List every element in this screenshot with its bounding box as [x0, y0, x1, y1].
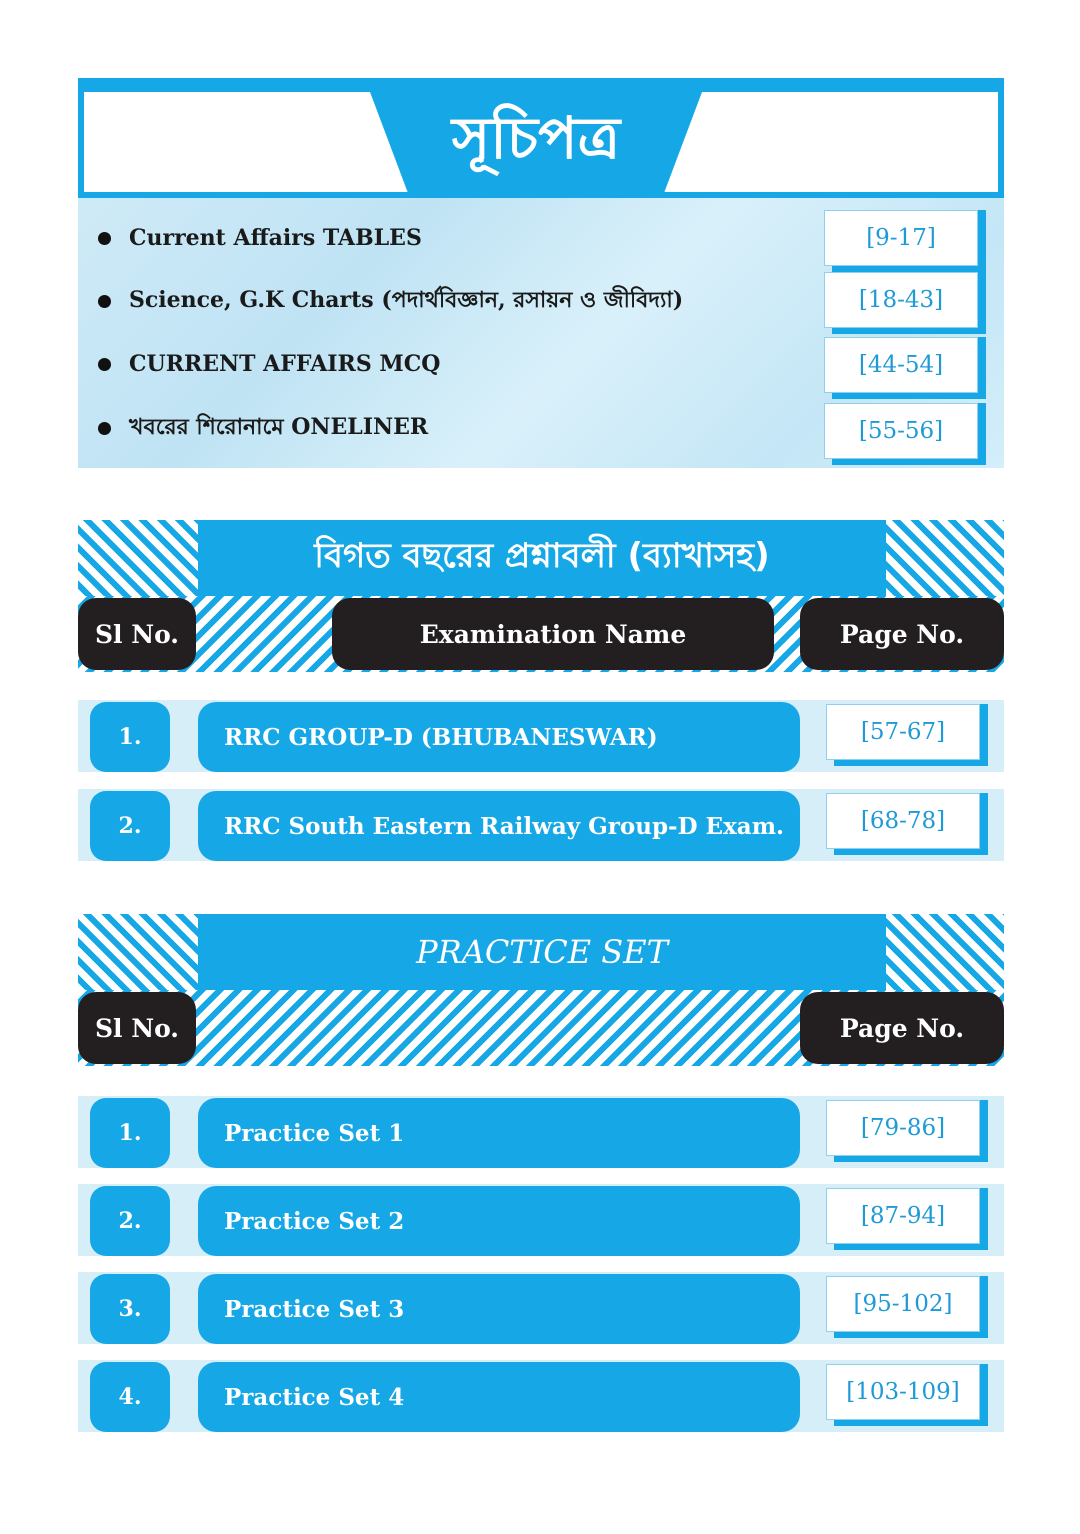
page-range: [68-78]	[826, 793, 980, 849]
page-range: [44-54]	[824, 337, 978, 393]
practice-set-header	[78, 914, 1004, 1066]
table-row[interactable]	[78, 700, 1004, 772]
serial-number: 1.	[90, 1098, 170, 1168]
page-no-header: Page No.	[800, 992, 1004, 1064]
table-row[interactable]	[78, 1184, 1004, 1256]
exam-name: RRC GROUP-D (BHUBANESWAR)	[198, 702, 800, 772]
previous-years-title: বিগত বছরের প্রশ্নাবলী (ব্যাখাসহ)	[198, 520, 886, 596]
page-range: [95-102]	[826, 1276, 980, 1332]
bullet-icon	[98, 422, 111, 435]
practice-set-title: PRACTICE SET	[198, 914, 886, 990]
practice-set-name: Practice Set 2	[198, 1186, 800, 1256]
contents-item[interactable]	[98, 344, 440, 384]
page-range: [55-56]	[824, 403, 978, 459]
contents-item-label: CURRENT AFFAIRS MCQ	[129, 351, 441, 377]
practice-set-name: Practice Set 3	[198, 1274, 800, 1344]
previous-years-header	[78, 520, 1004, 672]
bullet-icon	[98, 232, 111, 245]
contents-item-label: Science, G.K Charts (পদার্থবিজ্ঞান, রসায়ন ও জীবিদ্যা)	[129, 286, 684, 313]
serial-number: 2.	[90, 791, 170, 861]
page-range: [57-67]	[826, 704, 980, 760]
serial-number: 4.	[90, 1362, 170, 1432]
sl-no-header: Sl No.	[78, 992, 196, 1064]
page-range: [9-17]	[824, 210, 978, 266]
table-row[interactable]	[78, 1096, 1004, 1168]
serial-number: 2.	[90, 1186, 170, 1256]
page-range: [103-109]	[826, 1364, 980, 1420]
page-range: [79-86]	[826, 1100, 980, 1156]
table-row[interactable]	[78, 789, 1004, 861]
contents-item[interactable]	[98, 281, 683, 321]
contents-item-label: খবরের শিরোনামে ONELINER	[129, 413, 429, 440]
sl-no-header: Sl No.	[78, 598, 196, 670]
bullet-icon	[98, 358, 111, 371]
table-row[interactable]	[78, 1272, 1004, 1344]
contents-title: সূচিপত্র	[451, 103, 621, 172]
page-range: [18-43]	[824, 272, 978, 328]
contents-header	[78, 78, 1004, 198]
exam-name-header: Examination Name	[332, 598, 774, 670]
page-range: [87-94]	[826, 1188, 980, 1244]
page-no-header: Page No.	[800, 598, 1004, 670]
table-row[interactable]	[78, 1360, 1004, 1432]
serial-number: 3.	[90, 1274, 170, 1344]
bullet-icon	[98, 295, 111, 308]
serial-number: 1.	[90, 702, 170, 772]
practice-set-name: Practice Set 4	[198, 1362, 800, 1432]
contents-item[interactable]	[98, 218, 422, 258]
contents-list	[78, 198, 1004, 468]
exam-name: RRC South Eastern Railway Group-D Exam.	[198, 791, 800, 861]
contents-item-label: Current Affairs TABLES	[129, 225, 422, 251]
practice-set-name: Practice Set 1	[198, 1098, 800, 1168]
contents-item[interactable]	[98, 408, 428, 448]
